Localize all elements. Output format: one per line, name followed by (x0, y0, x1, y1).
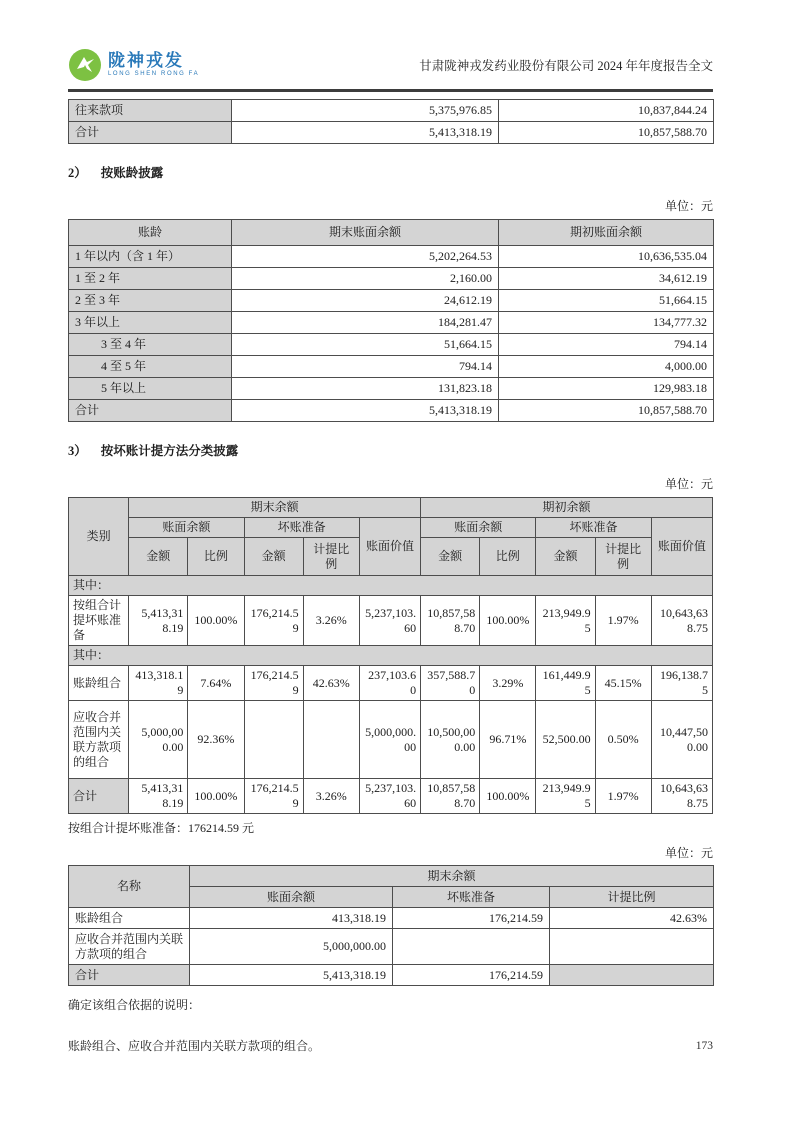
page-number: 173 (695, 1040, 713, 1052)
ratio-cell: 100.00% (480, 596, 536, 646)
amount-cell: 10,447,500.00 (651, 701, 712, 779)
section-number: 3） (68, 444, 87, 458)
ratio-cell (550, 929, 714, 965)
amount-cell: 357,588.70 (421, 666, 480, 701)
logo-cn-name: 陇神戎发 (108, 51, 184, 70)
amount-cell: 794.14 (232, 356, 499, 378)
column-header-beginning: 期初余额 (421, 498, 713, 518)
column-header-ending: 期末余额 (190, 866, 714, 887)
ratio-cell: 1.97% (595, 779, 651, 814)
amount-cell: 5,413,318.19 (232, 122, 499, 144)
amount-cell: 10,857,588.70 (499, 122, 714, 144)
amount-cell: 176,214.59 (244, 596, 303, 646)
table-row (69, 929, 714, 965)
aging-label: 1 至 2 年 (69, 268, 232, 290)
category-label: 账龄组合 (69, 666, 129, 701)
ratio-cell: 96.71% (480, 701, 536, 779)
table-header-row (69, 518, 713, 538)
unit-label: 单位：元 (664, 477, 713, 491)
table-header-row (69, 498, 713, 518)
amount-cell: 5,000,000.00 (359, 701, 420, 779)
ratio-cell: 0.50% (595, 701, 651, 779)
amount-cell: 10,636,535.04 (499, 246, 714, 268)
page-header (68, 46, 713, 92)
amount-cell: 213,949.95 (536, 779, 595, 814)
unit-label: 单位：元 (664, 846, 713, 860)
amount-cell: 176,214.59 (393, 908, 550, 929)
amount-cell: 176,214.59 (393, 965, 550, 986)
amount-cell: 213,949.95 (536, 596, 595, 646)
table-row (69, 268, 714, 290)
amount-cell: 24,612.19 (232, 290, 499, 312)
amount-cell: 2,160.00 (232, 268, 499, 290)
aging-label: 1 年以内（含 1 年） (69, 246, 232, 268)
column-header-ratio: 比例 (480, 538, 536, 576)
table-row (69, 378, 714, 400)
ratio-cell: 100.00% (480, 779, 536, 814)
column-header-provision-ratio: 计提比例 (303, 538, 359, 576)
company-logo-icon (68, 48, 102, 82)
document-title: 甘肃陇神戎发药业股份有限公司 2024 年年度报告全文 (419, 58, 713, 73)
amount-cell: 237,103.60 (359, 666, 420, 701)
table-row-total (69, 122, 714, 144)
column-header-ratio: 比例 (188, 538, 244, 576)
column-header-bad-debt: 坏账准备 (536, 518, 651, 538)
column-header-amount: 金额 (129, 538, 188, 576)
table-row (69, 334, 714, 356)
amount-cell: 5,413,318.19 (232, 400, 499, 422)
aging-label: 2 至 3 年 (69, 290, 232, 312)
category-label: 合计 (69, 779, 129, 814)
column-header-bad-debt: 坏账准备 (393, 887, 550, 908)
amount-cell: 5,237,103.60 (359, 779, 420, 814)
ratio-cell: 100.00% (188, 596, 244, 646)
amount-cell: 10,857,588.70 (499, 400, 714, 422)
amount-cell: 413,318.19 (129, 666, 188, 701)
amount-cell: 5,413,318.19 (129, 596, 188, 646)
amount-cell (244, 701, 303, 779)
amount-cell: 4,000.00 (499, 356, 714, 378)
amount-cell: 196,138.75 (651, 666, 712, 701)
logo-en-name: LONG SHEN RONG FA (108, 71, 200, 77)
ratio-cell: 42.63% (550, 908, 714, 929)
category-label: 按组合计提坏账准备 (69, 596, 129, 646)
table-row-total (69, 400, 714, 422)
carryover-balance-table (68, 99, 714, 144)
amount-cell: 10,643,638.75 (651, 596, 712, 646)
table-row (69, 701, 713, 779)
column-header-book-balance: 账面余额 (190, 887, 393, 908)
section-heading-aging (68, 163, 713, 181)
amount-cell: 52,500.00 (536, 701, 595, 779)
aging-disclosure-table (68, 219, 714, 422)
table-row (69, 100, 714, 122)
column-header: 期初账面余额 (499, 220, 714, 246)
column-header-book-balance: 账面余额 (129, 518, 244, 538)
amount-cell: 5,000,000.00 (129, 701, 188, 779)
amount-cell: 10,500,000.00 (421, 701, 480, 779)
column-header-book-balance: 账面余额 (421, 518, 536, 538)
column-header-ending: 期末余额 (129, 498, 421, 518)
ratio-cell: 42.63% (303, 666, 359, 701)
amount-cell: 129,983.18 (499, 378, 714, 400)
table-header-row (69, 866, 714, 887)
amount-cell: 34,612.19 (499, 268, 714, 290)
table-section-row (69, 646, 713, 666)
table-row (69, 290, 714, 312)
ratio-cell: 3.29% (480, 666, 536, 701)
table-header-row (69, 220, 714, 246)
column-header-carrying-value: 账面价值 (651, 518, 712, 576)
aging-label: 5 年以上 (69, 378, 232, 400)
company-logo-text (108, 52, 199, 77)
table-row (69, 596, 713, 646)
table-row (69, 908, 714, 929)
category-label: 应收合并范围内关联方款项的组合 (69, 701, 129, 779)
section-row-label: 其中： (69, 576, 713, 596)
section-number: 2） (68, 166, 87, 180)
column-header: 期末账面余额 (232, 220, 499, 246)
amount-cell: 176,214.59 (244, 666, 303, 701)
amount-cell: 131,823.18 (232, 378, 499, 400)
table-row-total (69, 965, 714, 986)
amount-cell: 51,664.15 (232, 334, 499, 356)
amount-cell: 161,449.95 (536, 666, 595, 701)
section-title: 按坏账计提方法分类披露 (100, 444, 239, 458)
combination-basis-text: 账龄组合、应收合并范围内关联方款项的组合。 (68, 1039, 321, 1053)
table-section-row (69, 576, 713, 596)
amount-cell: 134,777.32 (499, 312, 714, 334)
amount-cell: 794.14 (499, 334, 714, 356)
aging-label: 3 至 4 年 (69, 334, 232, 356)
row-label: 往来款项 (69, 100, 232, 122)
amount-cell: 5,413,318.19 (190, 965, 393, 986)
amount-cell: 10,643,638.75 (651, 779, 712, 814)
amount-cell: 5,375,976.85 (232, 100, 499, 122)
column-header-amount: 金额 (244, 538, 303, 576)
ratio-cell: 45.15% (595, 666, 651, 701)
provision-note: 按组合计提坏账准备：176214.59 元 (68, 821, 255, 835)
ratio-cell (303, 701, 359, 779)
aging-label: 3 年以上 (69, 312, 232, 334)
column-header-provision-ratio: 计提比例 (595, 538, 651, 576)
combination-label: 账龄组合 (69, 908, 190, 929)
section-title: 按账龄披露 (100, 166, 164, 180)
ratio-cell: 3.26% (303, 596, 359, 646)
ratio-cell: 92.36% (188, 701, 244, 779)
unit-label: 单位：元 (664, 199, 713, 213)
company-logo (68, 48, 199, 82)
amount-cell: 413,318.19 (190, 908, 393, 929)
amount-cell: 5,000,000.00 (190, 929, 393, 965)
aging-label: 4 至 5 年 (69, 356, 232, 378)
row-label: 合计 (69, 122, 232, 144)
column-header-amount: 金额 (421, 538, 480, 576)
amount-cell: 10,857,588.70 (421, 779, 480, 814)
provision-method-table (68, 497, 713, 814)
combination-label: 合计 (69, 965, 190, 986)
amount-cell: 5,237,103.60 (359, 596, 420, 646)
amount-cell: 5,413,318.19 (129, 779, 188, 814)
table-row (69, 246, 714, 268)
amount-cell (393, 929, 550, 965)
amount-cell: 176,214.59 (244, 779, 303, 814)
column-header-carrying-value: 账面价值 (359, 518, 420, 576)
amount-cell: 10,837,844.24 (499, 100, 714, 122)
section-heading-provision-method (68, 441, 713, 459)
column-header-name: 名称 (69, 866, 190, 908)
ratio-cell: 7.64% (188, 666, 244, 701)
ratio-cell (550, 965, 714, 986)
amount-cell: 5,202,264.53 (232, 246, 499, 268)
amount-cell: 10,857,588.70 (421, 596, 480, 646)
column-header-bad-debt: 坏账准备 (244, 518, 359, 538)
amount-cell: 184,281.47 (232, 312, 499, 334)
section-row-label: 其中： (69, 646, 713, 666)
combination-basis-heading: 确定该组合依据的说明： (68, 998, 201, 1012)
ratio-cell: 100.00% (188, 779, 244, 814)
table-row (69, 356, 714, 378)
combination-detail-table (68, 865, 714, 986)
combination-label: 应收合并范围内关联方款项的组合 (69, 929, 190, 965)
table-row (69, 312, 714, 334)
column-header: 账龄 (69, 220, 232, 246)
column-header-category: 类别 (69, 498, 129, 576)
column-header-amount: 金额 (536, 538, 595, 576)
column-header-provision-ratio: 计提比例 (550, 887, 714, 908)
aging-label: 合计 (69, 400, 232, 422)
ratio-cell: 3.26% (303, 779, 359, 814)
amount-cell: 51,664.15 (499, 290, 714, 312)
table-row (69, 666, 713, 701)
table-row-total (69, 779, 713, 814)
ratio-cell: 1.97% (595, 596, 651, 646)
